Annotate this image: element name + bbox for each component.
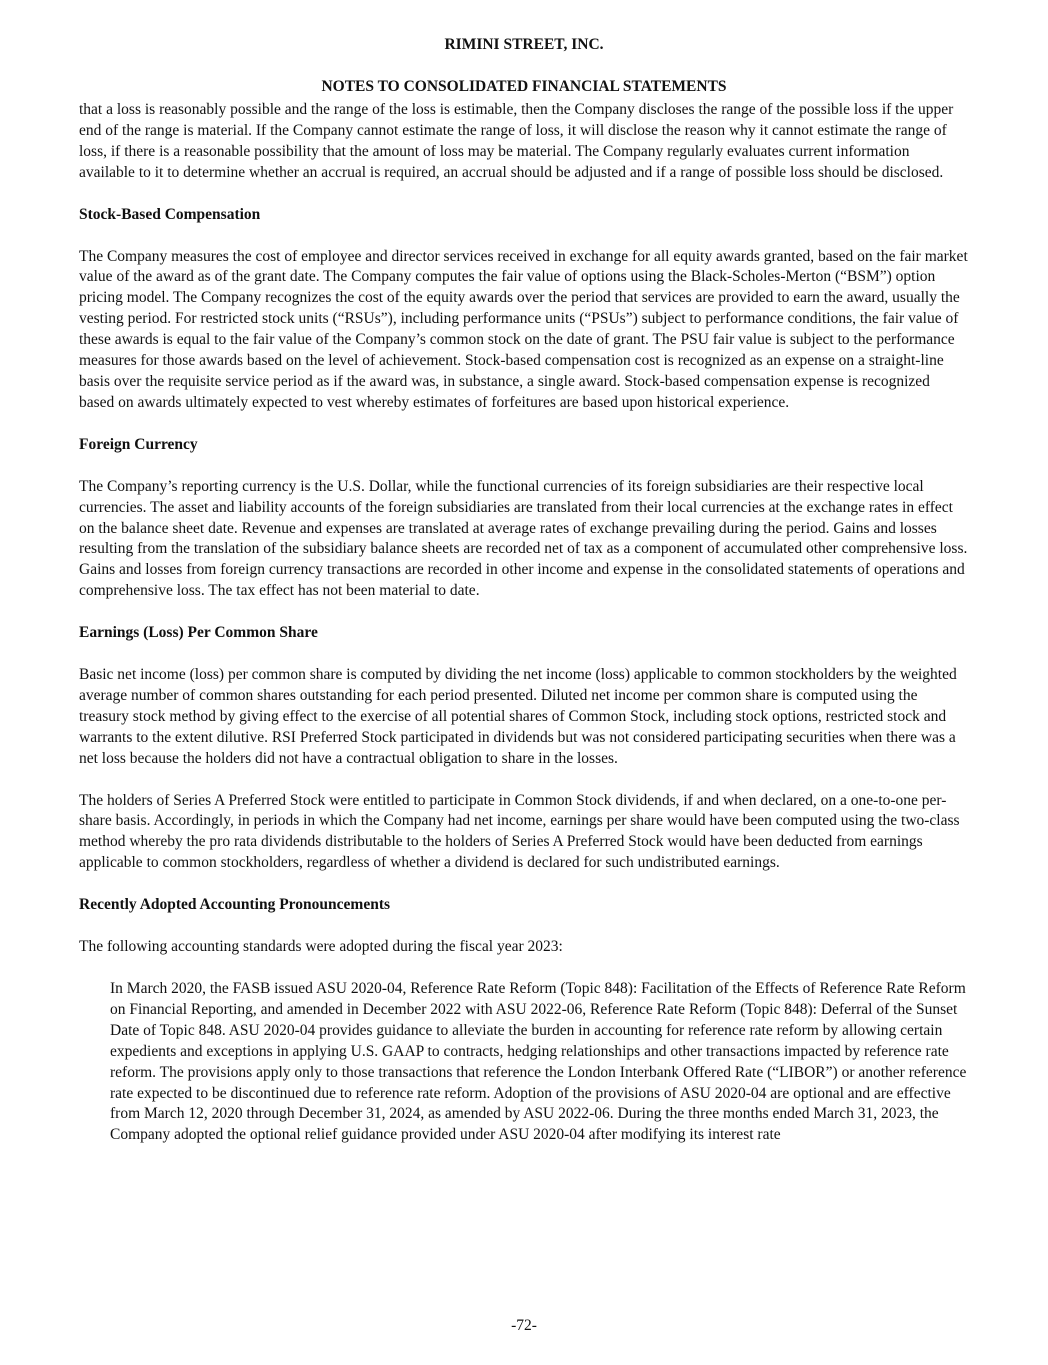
page-number: -72-: [511, 1317, 537, 1334]
foreign-currency-paragraph: The Company’s reporting currency is the U.S. Dollar, while the functional currencies of its foreign subsidiaries are their respective local currencies. The asset and liability accounts of the foreign subsidiaries are translated from their local currencies at the exchange rates in effect on the balance sheet date. Revenue and expenses are translated at average rates of exchange prevailing during the period. Gains and losses resulting from the translation of the subsidiary balance sheets are recorded net of tax as a component of accumulated other comprehensive loss. Gains and losses from foreign currency transactions are recorded in other income and expense in the consolidated statements of operations and comprehensive loss. The tax effect has not been material to date.: [79, 477, 968, 600]
recently-adopted-heading: Recently Adopted Accounting Pronouncements: [79, 896, 391, 914]
asu-2020-04-paragraph: In March 2020, the FASB issued ASU 2020-04, Reference Rate Reform (Topic 848): Facilitation of the Effects of Reference Rate Reform on Financial Reporting, and amended in December 2022 with ASU 2022-06, Reference Rate Reform (Topic 848): Deferral of the Sunset Date of Topic 848. ASU 2020-04 provides guidance to alleviate the burden in accounting for reference rate reform by allowing certain expedients and exceptions in applying U.S. GAAP to contracts, hedging relationships and other transactions impacted by reference rate reform. The provisions apply only to those transactions that reference the London Interbank Offered Rate (“LIBOR”) or another reference rate expected to be discontinued due to reference rate reform. Adoption of the provisions of ASU 2020-04 are optional and are effective from March 12, 2020 through December 31, 2024, as amended by ASU 2022-06. During the three months ended March 31, 2023, the Company adopted the optional relief guidance provided under ASU 2020-04 after modifying its interest rate: [110, 980, 967, 1144]
document-page: [79, 30, 969, 1146]
stock-compensation-heading: Stock-Based Compensation: [79, 205, 261, 223]
recently-adopted-paragraph: The following accounting standards were adopted during the fiscal year 2023:: [79, 938, 563, 956]
stock-compensation-paragraph: The Company measures the cost of employee and director services received in exchange for all equity awards granted, based on the fair market value of the award as of the grant date. The Company computes the fair value of options using the Black-Scholes-Merton (“BSM”) option pricing model. The Company recognizes the cost of the equity awards over the period that services are provided to earn the award, usually the vesting period. For restricted stock units (“RSUs”), including performance units (“PSUs”) subject to performance conditions, the fair value of these awards is equal to the fair value of the Company’s common stock on the date of grant. The PSU fair value is subject to the performance measures for those awards based on the level of achievement. Stock-based compensation cost is recognized as an expense on a straight-line basis over the requisite service period as if the award was, in substance, a single award. Stock-based compensation expense is recognized based on awards ultimately expected to vest whereby estimates of forfeitures are based upon historical experience.: [79, 247, 968, 411]
earnings-per-share-heading: Earnings (Loss) Per Common Share: [79, 624, 318, 642]
earnings-per-share-paragraph-2: The holders of Series A Preferred Stock were entitled to participate in Common Stock dividends, if and when declared, on a one-to-one per-share basis. Accordingly, in periods in which the Company had net income, earnings per share would have been computed using the two-class method whereby the pro rata dividends distributable to the holders of Series A Preferred Stock would have been deducted from earnings applicable to common stockholders, regardless of whether a dividend is declared for such undistributed earnings.: [79, 791, 960, 872]
company-name: RIMINI STREET, INC.: [444, 36, 604, 53]
foreign-currency-heading: Foreign Currency: [79, 435, 198, 453]
earnings-per-share-paragraph-1: Basic net income (loss) per common share is computed by dividing the net income (loss) applicable to common stockholders by the weighted average number of common shares outstanding for each period presented. Diluted net income per common share is computed using the treasury stock method by giving effect to the exercise of all potential shares of Common Stock, including stock options, restricted stock and warrants to the extent dilutive. RSI Preferred Stock participated in dividends but was not considered participating securities when there was a net loss because the holders did not have a contractual obligation to share in the losses.: [79, 666, 957, 767]
intro-paragraph: that a loss is reasonably possible and the range of the loss is estimable, then the Company discloses the range of the possible loss if the upper end of the range is material. If the Company cannot estimate the range of loss, it will disclose the reason why it cannot estimate the range of loss, if there is a reasonable possibility that the amount of loss may be material. The Company regularly evaluates current information available to it to determine whether an accrual is required, an accrual should be adjusted and if a range of possible loss should be disclosed.: [79, 101, 954, 181]
document-subtitle: NOTES TO CONSOLIDATED FINANCIAL STATEMENTS: [321, 78, 727, 95]
